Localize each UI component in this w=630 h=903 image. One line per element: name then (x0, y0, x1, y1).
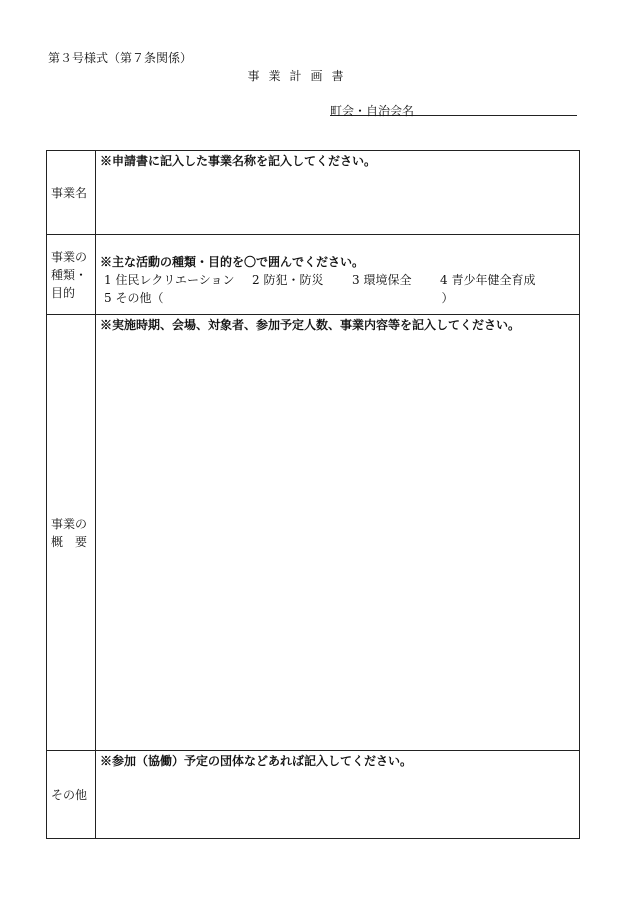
project-type-options (100, 271, 575, 289)
row-project-overview (47, 315, 580, 751)
project-name-input-cell[interactable] (96, 151, 580, 235)
organization-name-field[interactable] (330, 100, 577, 116)
project-name-instruction: ※申請書に記入した事業名称を記入してください。 (100, 154, 377, 168)
row-project-name (47, 151, 580, 235)
project-name-label: 事業名 (51, 185, 88, 200)
project-type-input-cell[interactable] (96, 235, 580, 315)
other-input-cell[interactable] (96, 751, 580, 839)
option-other[interactable] (100, 289, 575, 307)
project-type-label-line-3: 目的 (51, 285, 76, 300)
project-type-label-cell (47, 235, 96, 315)
plan-table (46, 150, 580, 839)
document-title: 事業計画書 (247, 69, 353, 83)
project-overview-input-cell[interactable] (96, 315, 580, 751)
option-other-close-paren: ） (441, 291, 454, 305)
form-number: 第３号様式（第７条関係） (48, 51, 193, 65)
project-type-instruction: ※主な活動の種類・目的を〇で囲んでください。 (100, 255, 365, 269)
project-type-label-line-2: 種類・ (51, 267, 88, 282)
other-label-cell (47, 751, 96, 839)
other-label: その他 (51, 787, 88, 802)
option-other-label: 5 その他（ (104, 291, 164, 305)
option-environment[interactable]: 3 環境保全 (352, 273, 412, 287)
project-type-label-line-1: 事業の (51, 249, 88, 264)
other-instruction: ※参加（協働）予定の団体などあれば記入してください。 (100, 754, 413, 768)
row-other (47, 751, 580, 839)
project-name-label-cell (47, 151, 96, 235)
row-project-type (47, 235, 580, 315)
project-overview-label-line-1: 事業の (51, 516, 88, 531)
option-crime-disaster-prevention[interactable]: 2 防犯・防災 (252, 273, 324, 287)
option-recreation[interactable]: 1 住民レクリエーション (104, 273, 235, 287)
project-overview-label-line-2: 概 要 (51, 534, 88, 549)
organization-name-label: 町会・自治会名 (330, 104, 415, 118)
project-overview-instruction: ※実施時期、会場、対象者、参加予定人数、事業内容等を記入してください。 (100, 318, 521, 332)
project-overview-label-cell (47, 315, 96, 751)
option-youth-development[interactable]: 4 青少年健全育成 (440, 273, 536, 287)
